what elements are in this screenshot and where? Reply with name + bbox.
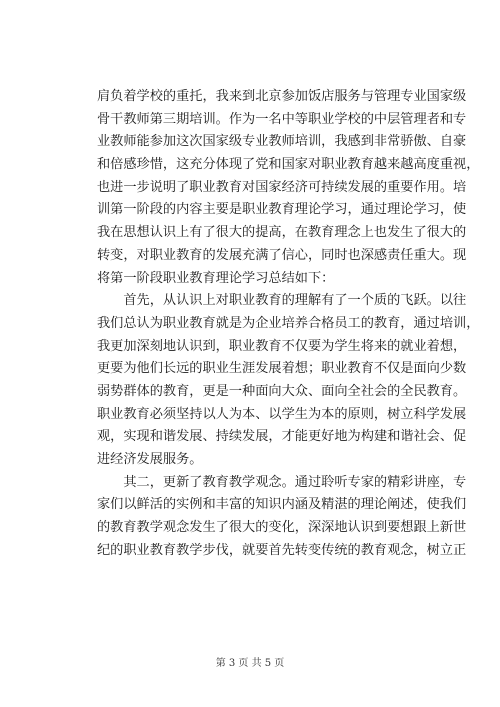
text-line: 我在思想认识上有了很大的提高，在教育理念上也发生了很大的 — [97, 225, 467, 241]
text-line: 业教师能参加这次国家级专业教师培训，我感到非常骄傲、自豪 — [97, 134, 467, 150]
text-line: 弱势群体的教育，更是一种面向大众、面向全社会的全民教育。 — [97, 383, 467, 399]
text-line: 观，实现和谐发展、持续发展，才能更好地为构建和谐社会、促 — [97, 429, 467, 445]
text-line: 进经济发展服务。 — [97, 452, 203, 467]
text-line: 将第一阶段职业教育理论学习总结如下： — [97, 270, 335, 286]
text-line: 也进一步说明了职业教育对国家经济可持续发展的重要作用。培 — [97, 179, 467, 195]
text-line: 我们总认为职业教育就是为企业培养合格员工的教育，通过培训， — [97, 315, 480, 331]
text-line: 肩负着学校的重托，我来到北京参加饭店服务与管理专业国家级 — [97, 89, 467, 104]
text-line: 其二，更新了教育教学观念。通过聆听专家的精彩讲座，专 — [97, 474, 467, 490]
text-line: 和倍感珍惜，这充分体现了党和国家对职业教育越来越高度重视， — [97, 157, 480, 173]
text-line: 训第一阶段的内容主要是职业教育理论学习，通过理论学习，使 — [97, 202, 467, 218]
text-line: 家们以鲜活的实例和丰富的知识内涵及精湛的理论阐述，使我们 — [97, 497, 467, 513]
text-line: 首先，从认识上对职业教育的理解有了一个质的飞跃。以往 — [97, 293, 467, 309]
page-footer: 第 3 页 共 5 页 — [215, 658, 285, 669]
text-line: 职业教育必须坚持以人为本、以学生为本的原则，树立科学发展 — [97, 406, 467, 422]
text-line: 骨干教师第三期培训。作为一名中等职业学校的中层管理者和专 — [97, 111, 467, 127]
text-line: 的教育教学观念发生了很大的变化，深深地认识到要想跟上新世 — [97, 520, 467, 536]
text-line: 纪的职业教育教学步伐，就要首先转变传统的教育观念，树立正 — [97, 542, 467, 558]
text-line: 转变，对职业教育的发展充满了信心，同时也深感责任重大。现 — [97, 247, 467, 263]
text-line: 更要为他们长远的职业生涯发展着想；职业教育不仅是面向少数 — [97, 361, 467, 377]
document-body — [97, 86, 480, 562]
text-line: 我更加深刻地认识到，职业教育不仅要为学生将来的就业着想， — [97, 338, 467, 354]
